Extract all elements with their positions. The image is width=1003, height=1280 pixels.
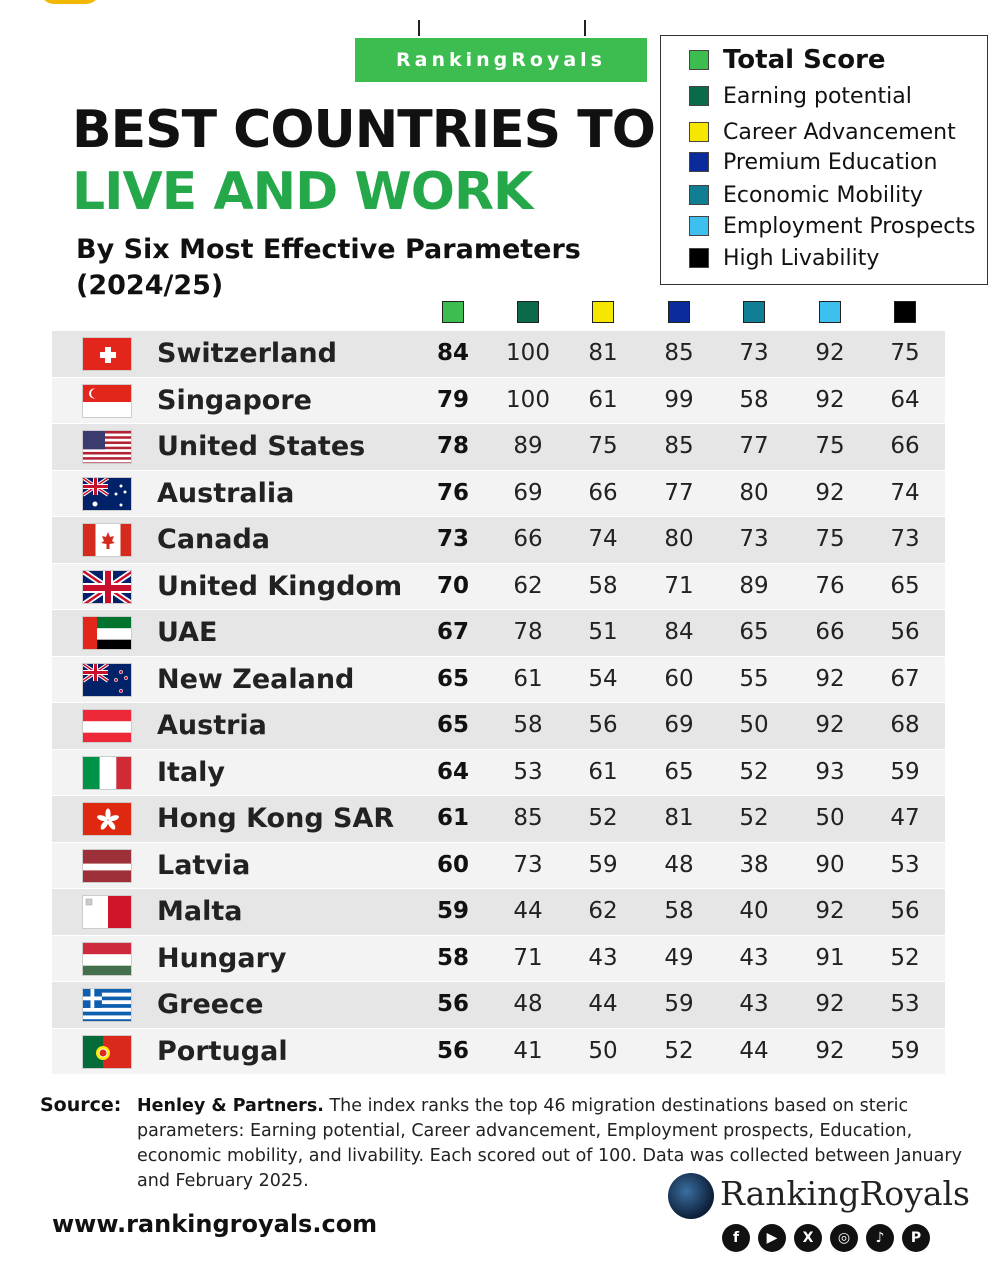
greece-flag [82,988,132,1022]
score-cell: 74 [588,526,618,552]
social-links [722,1224,930,1252]
score-cell: 71 [664,572,694,599]
legend-swatch [689,185,709,205]
total-score-cell: 70 [436,572,469,599]
score-cell: 93 [815,758,845,785]
score-cell: 43 [739,944,769,971]
score-cell: 52 [588,805,618,831]
score-cell: 84 [664,619,694,645]
score-cell: 50 [739,712,769,738]
australia-flag [82,477,132,511]
score-cell: 44 [588,991,618,1017]
score-cell: 92 [815,665,845,692]
table-row [52,610,945,656]
singapore-flag [82,384,132,418]
austria-flag [82,709,132,743]
score-cell: 89 [513,433,543,459]
instagram-icon[interactable]: ◎ [830,1224,858,1252]
score-cell: 65 [739,619,769,645]
total-score-cell: 76 [436,479,469,506]
score-cell: 41 [513,1037,543,1064]
legend-swatch [689,216,709,236]
score-cell: 69 [664,712,694,738]
score-cell: 61 [588,386,618,413]
score-cell: 76 [815,572,845,599]
score-cell: 85 [664,340,694,366]
ranking-table [52,331,945,1075]
country-name: Austria [157,710,267,741]
italy-flag [82,756,132,790]
score-cell: 67 [890,665,920,692]
score-cell: 52 [739,758,769,785]
score-cell: 50 [588,1037,618,1064]
score-cell: 66 [588,479,618,506]
country-name: UAE [157,617,218,648]
score-cell: 73 [739,526,769,552]
table-row [52,982,945,1028]
score-cell: 91 [815,944,845,971]
score-cell: 50 [815,805,845,831]
country-name: United Kingdom [157,570,403,602]
score-cell: 52 [664,1037,694,1064]
table-row [52,796,945,842]
table-row [52,750,945,796]
score-cell: 55 [739,665,769,692]
score-cell: 73 [890,526,920,552]
score-cell: 75 [815,433,845,459]
score-cell: 40 [739,898,769,924]
score-cell: 75 [588,433,618,459]
total-score-cell: 67 [436,619,469,645]
score-cell: 92 [815,340,845,366]
canada-flag [82,523,132,557]
score-cell: 92 [815,386,845,413]
legend [660,35,988,285]
hungary-flag [82,942,132,976]
score-cell: 66 [890,433,920,459]
score-cell: 58 [739,386,769,413]
column-header-swatch [517,301,539,323]
total-score-cell: 84 [436,340,469,366]
title-line-2: LIVE AND WORK [72,162,533,222]
legend-item [689,244,879,272]
score-cell: 81 [664,805,694,831]
score-cell: 60 [664,665,694,692]
table-row [52,936,945,982]
subtitle: By Six Most Effective Parameters (2024/25) [76,234,581,301]
score-cell: 80 [664,526,694,552]
united-states-flag [82,430,132,464]
score-cell: 44 [739,1037,769,1064]
score-cell: 69 [513,479,543,506]
score-cell: 65 [890,572,920,599]
score-cell: 53 [890,991,920,1017]
decorative-shape [40,0,100,4]
malta-flag [82,895,132,929]
pinterest-icon[interactable]: P [902,1224,930,1252]
legend-swatch [689,86,709,106]
decorative-tick [418,20,420,36]
country-name: New Zealand [157,663,355,695]
country-name: Portugal [157,1035,288,1067]
score-cell: 66 [513,526,543,552]
table-row [52,1029,945,1075]
source-description: The index ranks the top 46 migration destinations based on steric parameters: Earning potential, Career advancement, Employment prospects, Education, economic mobility, and livability. Each scored out of 100. Data was collected between January and February 2025. [137,1096,962,1191]
total-score-cell: 56 [436,991,469,1017]
score-cell: 58 [588,572,618,599]
table-row [52,889,945,935]
youtube-icon[interactable]: ▶ [758,1224,786,1252]
score-cell: 51 [588,619,618,645]
score-cell: 48 [664,851,694,878]
new-zealand-flag [82,663,132,697]
score-cell: 64 [890,386,920,413]
decorative-tick [584,20,586,36]
latvia-flag [82,849,132,883]
score-cell: 52 [739,805,769,831]
facebook-icon[interactable]: f [722,1224,750,1252]
total-score-cell: 65 [436,712,469,738]
country-name: United States [157,431,366,462]
score-cell: 56 [890,619,920,645]
legend-item [689,46,886,74]
column-header-swatch [743,301,765,323]
country-name: Latvia [157,849,251,881]
score-cell: 49 [664,944,694,971]
score-cell: 100 [506,386,550,413]
column-header-swatch [442,301,464,323]
total-score-cell: 59 [436,898,469,924]
legend-item [689,212,975,240]
table-row [52,843,945,889]
score-cell: 73 [739,340,769,366]
country-name: Canada [157,524,271,555]
globe-logo-icon [668,1173,714,1219]
total-score-cell: 58 [436,944,469,971]
score-cell: 85 [664,433,694,459]
score-cell: 53 [513,758,543,785]
portugal-flag [82,1035,132,1069]
score-cell: 56 [588,712,618,738]
score-cell: 58 [513,712,543,738]
country-name: Switzerland [157,338,337,369]
legend-item [689,118,956,146]
score-cell: 65 [664,758,694,785]
score-cell: 75 [890,340,920,366]
score-cell: 59 [664,991,694,1017]
score-cell: 92 [815,898,845,924]
legend-swatch [689,122,709,142]
score-cell: 92 [815,1037,845,1064]
table-row [52,424,945,470]
score-cell: 81 [588,340,618,366]
country-name: Hong Kong SAR [157,803,395,834]
switzerland-flag [82,337,132,371]
total-score-cell: 73 [436,526,469,552]
score-cell: 43 [588,944,618,971]
uae-flag [82,616,132,650]
score-cell: 85 [513,805,543,831]
total-score-cell: 78 [436,433,469,459]
column-header-swatch [894,301,916,323]
score-cell: 59 [890,758,920,785]
legend-label: Total Score [723,45,886,75]
score-cell: 90 [815,851,845,878]
hong-kong-flag [82,802,132,836]
legend-swatch [689,248,709,268]
legend-label: High Livability [723,245,880,271]
x-icon[interactable]: X [794,1224,822,1252]
table-row [52,657,945,703]
table-row [52,331,945,377]
table-row [52,564,945,610]
score-cell: 99 [664,386,694,413]
score-cell: 61 [588,758,618,785]
country-name: Malta [157,896,243,927]
legend-item [689,148,937,176]
score-cell: 89 [739,572,769,599]
total-score-cell: 60 [436,851,469,878]
score-cell: 61 [513,665,543,692]
score-cell: 44 [513,898,543,924]
total-score-cell: 65 [436,665,469,692]
score-cell: 71 [513,944,543,971]
score-cell: 53 [890,851,920,878]
tiktok-icon[interactable]: ♪ [866,1224,894,1252]
country-name: Australia [157,477,295,509]
country-name: Greece [157,989,264,1020]
country-name: Italy [157,756,226,788]
score-cell: 59 [890,1037,920,1064]
score-cell: 56 [890,898,920,924]
score-cell: 68 [890,712,920,738]
website-link[interactable]: www.rankingroyals.com [52,1210,378,1238]
score-cell: 92 [815,712,845,738]
legend-swatch [689,152,709,172]
score-cell: 74 [890,479,920,506]
legend-label: Employment Prospects [723,213,976,239]
title-line-1: BEST COUNTRIES TO [72,100,655,160]
table-row [52,517,945,563]
score-cell: 47 [890,805,920,831]
source-label: Source: [40,1094,122,1116]
country-name: Singapore [157,384,312,416]
score-cell: 78 [513,619,543,645]
united-kingdom-flag [82,570,132,604]
score-cell: 48 [513,991,543,1017]
score-cell: 43 [739,991,769,1017]
score-cell: 77 [739,433,769,459]
score-cell: 73 [513,851,543,878]
brand-banner: RankingRoyals [355,38,647,82]
legend-label: Career Advancement [723,119,956,145]
brand-name: RankingRoyals [720,1174,970,1213]
score-cell: 75 [815,526,845,552]
score-cell: 92 [815,479,845,506]
total-score-cell: 61 [436,805,469,831]
table-row [52,703,945,749]
score-cell: 77 [664,479,694,506]
source-name: Henley & Partners. [137,1096,324,1116]
country-name: Hungary [157,942,287,974]
legend-item [689,82,912,110]
column-header-swatch [592,301,614,323]
legend-item [689,181,923,209]
score-cell: 59 [588,851,618,878]
total-score-cell: 64 [436,758,469,785]
table-row [52,378,945,424]
table-row [52,471,945,517]
column-header-swatch [819,301,841,323]
score-cell: 100 [506,340,550,366]
score-cell: 62 [588,898,618,924]
score-cell: 66 [815,619,845,645]
score-cell: 52 [890,944,920,971]
score-cell: 54 [588,665,618,692]
score-cell: 58 [664,898,694,924]
column-header-swatch [668,301,690,323]
score-cell: 92 [815,991,845,1017]
legend-label: Earning potential [723,83,912,109]
legend-label: Economic Mobility [723,182,923,208]
score-cell: 62 [513,572,543,599]
total-score-cell: 56 [436,1037,469,1064]
score-cell: 80 [739,479,769,506]
score-cell: 38 [739,851,769,878]
legend-label: Premium Education [723,149,938,175]
legend-swatch [689,50,709,70]
total-score-cell: 79 [436,386,469,413]
